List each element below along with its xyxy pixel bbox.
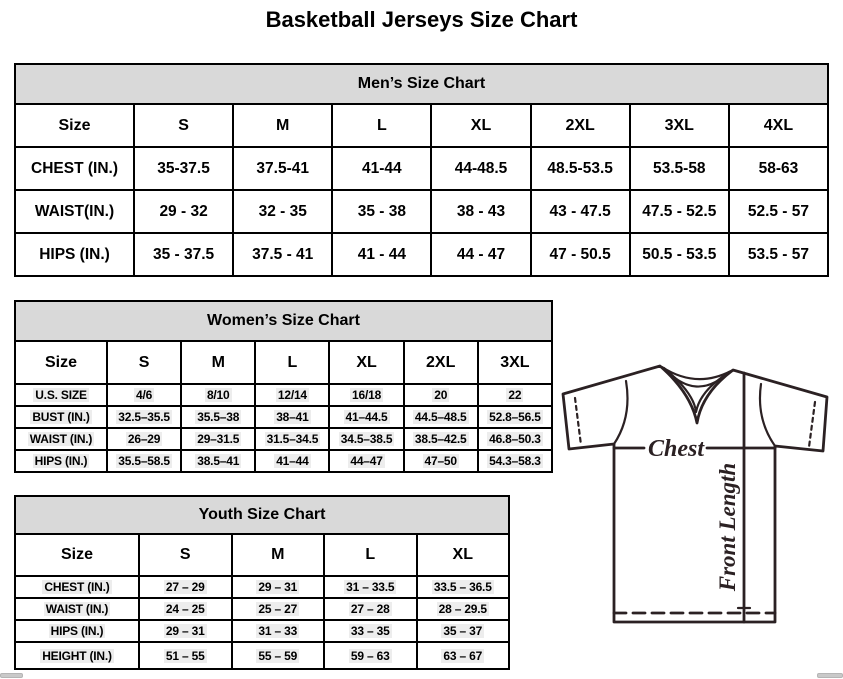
size-value: 47 - 50.5 xyxy=(531,233,630,276)
size-value: 37.5-41 xyxy=(233,147,332,190)
size-value: 29 – 31 xyxy=(139,620,232,642)
size-table xyxy=(14,300,553,473)
row-label: HIPS (IN.) xyxy=(15,233,134,276)
size-value: 44-48.5 xyxy=(431,147,530,190)
size-table xyxy=(14,495,510,670)
table-row xyxy=(15,620,509,642)
size-value: 44 - 47 xyxy=(431,233,530,276)
column-header: XL xyxy=(329,341,403,384)
column-header: S xyxy=(134,104,233,147)
column-header: L xyxy=(332,104,431,147)
size-value: 48.5-53.5 xyxy=(531,147,630,190)
size-value: 41–44 xyxy=(255,450,329,472)
size-value: 31 – 33 xyxy=(232,620,325,642)
size-value: 38.5–42.5 xyxy=(404,428,478,450)
jersey-outline xyxy=(563,366,827,622)
size-value: 38–41 xyxy=(255,406,329,428)
size-value: 32 - 35 xyxy=(233,190,332,233)
size-value: 47.5 - 52.5 xyxy=(630,190,729,233)
size-value: 8/10 xyxy=(181,384,255,406)
size-value: 24 – 25 xyxy=(139,598,232,620)
column-header: M xyxy=(181,341,255,384)
size-value: 38.5–41 xyxy=(181,450,255,472)
size-value: 35-37.5 xyxy=(134,147,233,190)
size-value: 16/18 xyxy=(329,384,403,406)
size-value: 12/14 xyxy=(255,384,329,406)
column-header-row xyxy=(15,341,552,384)
table-row xyxy=(15,576,509,598)
size-value: 35 - 37.5 xyxy=(134,233,233,276)
column-header: 3XL xyxy=(478,341,552,384)
womens-size-chart-table xyxy=(14,300,553,473)
size-value: 35 – 37 xyxy=(417,620,510,642)
column-header: S xyxy=(139,534,232,576)
column-header-row xyxy=(15,534,509,576)
row-label: BUST (IN.) xyxy=(15,406,107,428)
row-label: WAIST (IN.) xyxy=(15,598,139,620)
column-header: S xyxy=(107,341,181,384)
size-value: 59 – 63 xyxy=(324,642,417,669)
size-value: 27 – 28 xyxy=(324,598,417,620)
mens-size-chart-table xyxy=(14,63,829,277)
left-cuff-dashed-line xyxy=(575,398,581,445)
table-title: Youth Size Chart xyxy=(15,496,509,534)
right-cuff-dashed-line xyxy=(809,402,815,447)
size-value: 33 – 35 xyxy=(324,620,417,642)
size-value: 20 xyxy=(404,384,478,406)
table-title: Men’s Size Chart xyxy=(15,64,828,104)
size-value: 22 xyxy=(478,384,552,406)
chest-label: Chest xyxy=(647,436,705,462)
size-value: 54.3–58.3 xyxy=(478,450,552,472)
row-label: WAIST(IN.) xyxy=(15,190,134,233)
table-row xyxy=(15,147,828,190)
row-label: CHEST (IN.) xyxy=(15,147,134,190)
column-header: Size xyxy=(15,341,107,384)
row-label: U.S. SIZE xyxy=(15,384,107,406)
size-value: 31.5–34.5 xyxy=(255,428,329,450)
size-value: 55 – 59 xyxy=(232,642,325,669)
size-value: 37.5 - 41 xyxy=(233,233,332,276)
size-value: 41–44.5 xyxy=(329,406,403,428)
column-header: M xyxy=(232,534,325,576)
column-header: Size xyxy=(15,534,139,576)
size-value: 41 - 44 xyxy=(332,233,431,276)
column-header: XL xyxy=(431,104,530,147)
row-label: HEIGHT (IN.) xyxy=(15,642,139,669)
row-label: HIPS (IN.) xyxy=(15,620,139,642)
column-header-row xyxy=(15,104,828,147)
column-header: 2XL xyxy=(404,341,478,384)
size-value: 58-63 xyxy=(729,147,828,190)
table-row xyxy=(15,233,828,276)
table-row xyxy=(15,450,552,472)
size-value: 63 – 67 xyxy=(417,642,510,669)
youth-size-chart-table xyxy=(14,495,510,670)
column-header: 2XL xyxy=(531,104,630,147)
size-value: 50.5 - 53.5 xyxy=(630,233,729,276)
column-header: 3XL xyxy=(630,104,729,147)
column-header: 4XL xyxy=(729,104,828,147)
horizontal-scrollbar-fragment-right[interactable] xyxy=(817,673,843,678)
horizontal-scrollbar-fragment-left[interactable] xyxy=(0,673,23,678)
size-value: 27 – 29 xyxy=(139,576,232,598)
size-value: 35.5–38 xyxy=(181,406,255,428)
page-title: Basketball Jerseys Size Chart xyxy=(265,7,578,32)
size-value: 26–29 xyxy=(107,428,181,450)
size-value: 44.5–48.5 xyxy=(404,406,478,428)
size-value: 52.5 - 57 xyxy=(729,190,828,233)
size-value: 46.8–50.3 xyxy=(478,428,552,450)
size-value: 43 - 47.5 xyxy=(531,190,630,233)
size-value: 44–47 xyxy=(329,450,403,472)
size-value: 53.5-58 xyxy=(630,147,729,190)
size-value: 25 – 27 xyxy=(232,598,325,620)
row-label: WAIST (IN.) xyxy=(15,428,107,450)
table-row xyxy=(15,428,552,450)
table-row xyxy=(15,642,509,669)
table-title: Women’s Size Chart xyxy=(15,301,552,341)
size-value: 29 – 31 xyxy=(232,576,325,598)
size-value: 52.8–56.5 xyxy=(478,406,552,428)
row-label: HIPS (IN.) xyxy=(15,450,107,472)
column-header: L xyxy=(324,534,417,576)
table-row xyxy=(15,190,828,233)
size-value: 31 – 33.5 xyxy=(324,576,417,598)
size-value: 41-44 xyxy=(332,147,431,190)
size-value: 47–50 xyxy=(404,450,478,472)
size-value: 4/6 xyxy=(107,384,181,406)
size-value: 38 - 43 xyxy=(431,190,530,233)
size-value: 53.5 - 57 xyxy=(729,233,828,276)
column-header: M xyxy=(233,104,332,147)
size-value: 29 - 32 xyxy=(134,190,233,233)
table-row xyxy=(15,598,509,620)
size-value: 51 – 55 xyxy=(139,642,232,669)
size-value: 34.5–38.5 xyxy=(329,428,403,450)
size-value: 28 – 29.5 xyxy=(417,598,510,620)
column-header: L xyxy=(255,341,329,384)
size-value: 33.5 – 36.5 xyxy=(417,576,510,598)
jersey-measurement-diagram xyxy=(550,355,843,645)
size-value: 35.5–58.5 xyxy=(107,450,181,472)
front-length-label: Front Length xyxy=(715,462,740,592)
size-table xyxy=(14,63,829,277)
row-label: CHEST (IN.) xyxy=(15,576,139,598)
size-value: 35 - 38 xyxy=(332,190,431,233)
size-value: 29–31.5 xyxy=(181,428,255,450)
table-row xyxy=(15,384,552,406)
table-row xyxy=(15,406,552,428)
column-header: XL xyxy=(417,534,510,576)
size-value: 32.5–35.5 xyxy=(107,406,181,428)
column-header: Size xyxy=(15,104,134,147)
